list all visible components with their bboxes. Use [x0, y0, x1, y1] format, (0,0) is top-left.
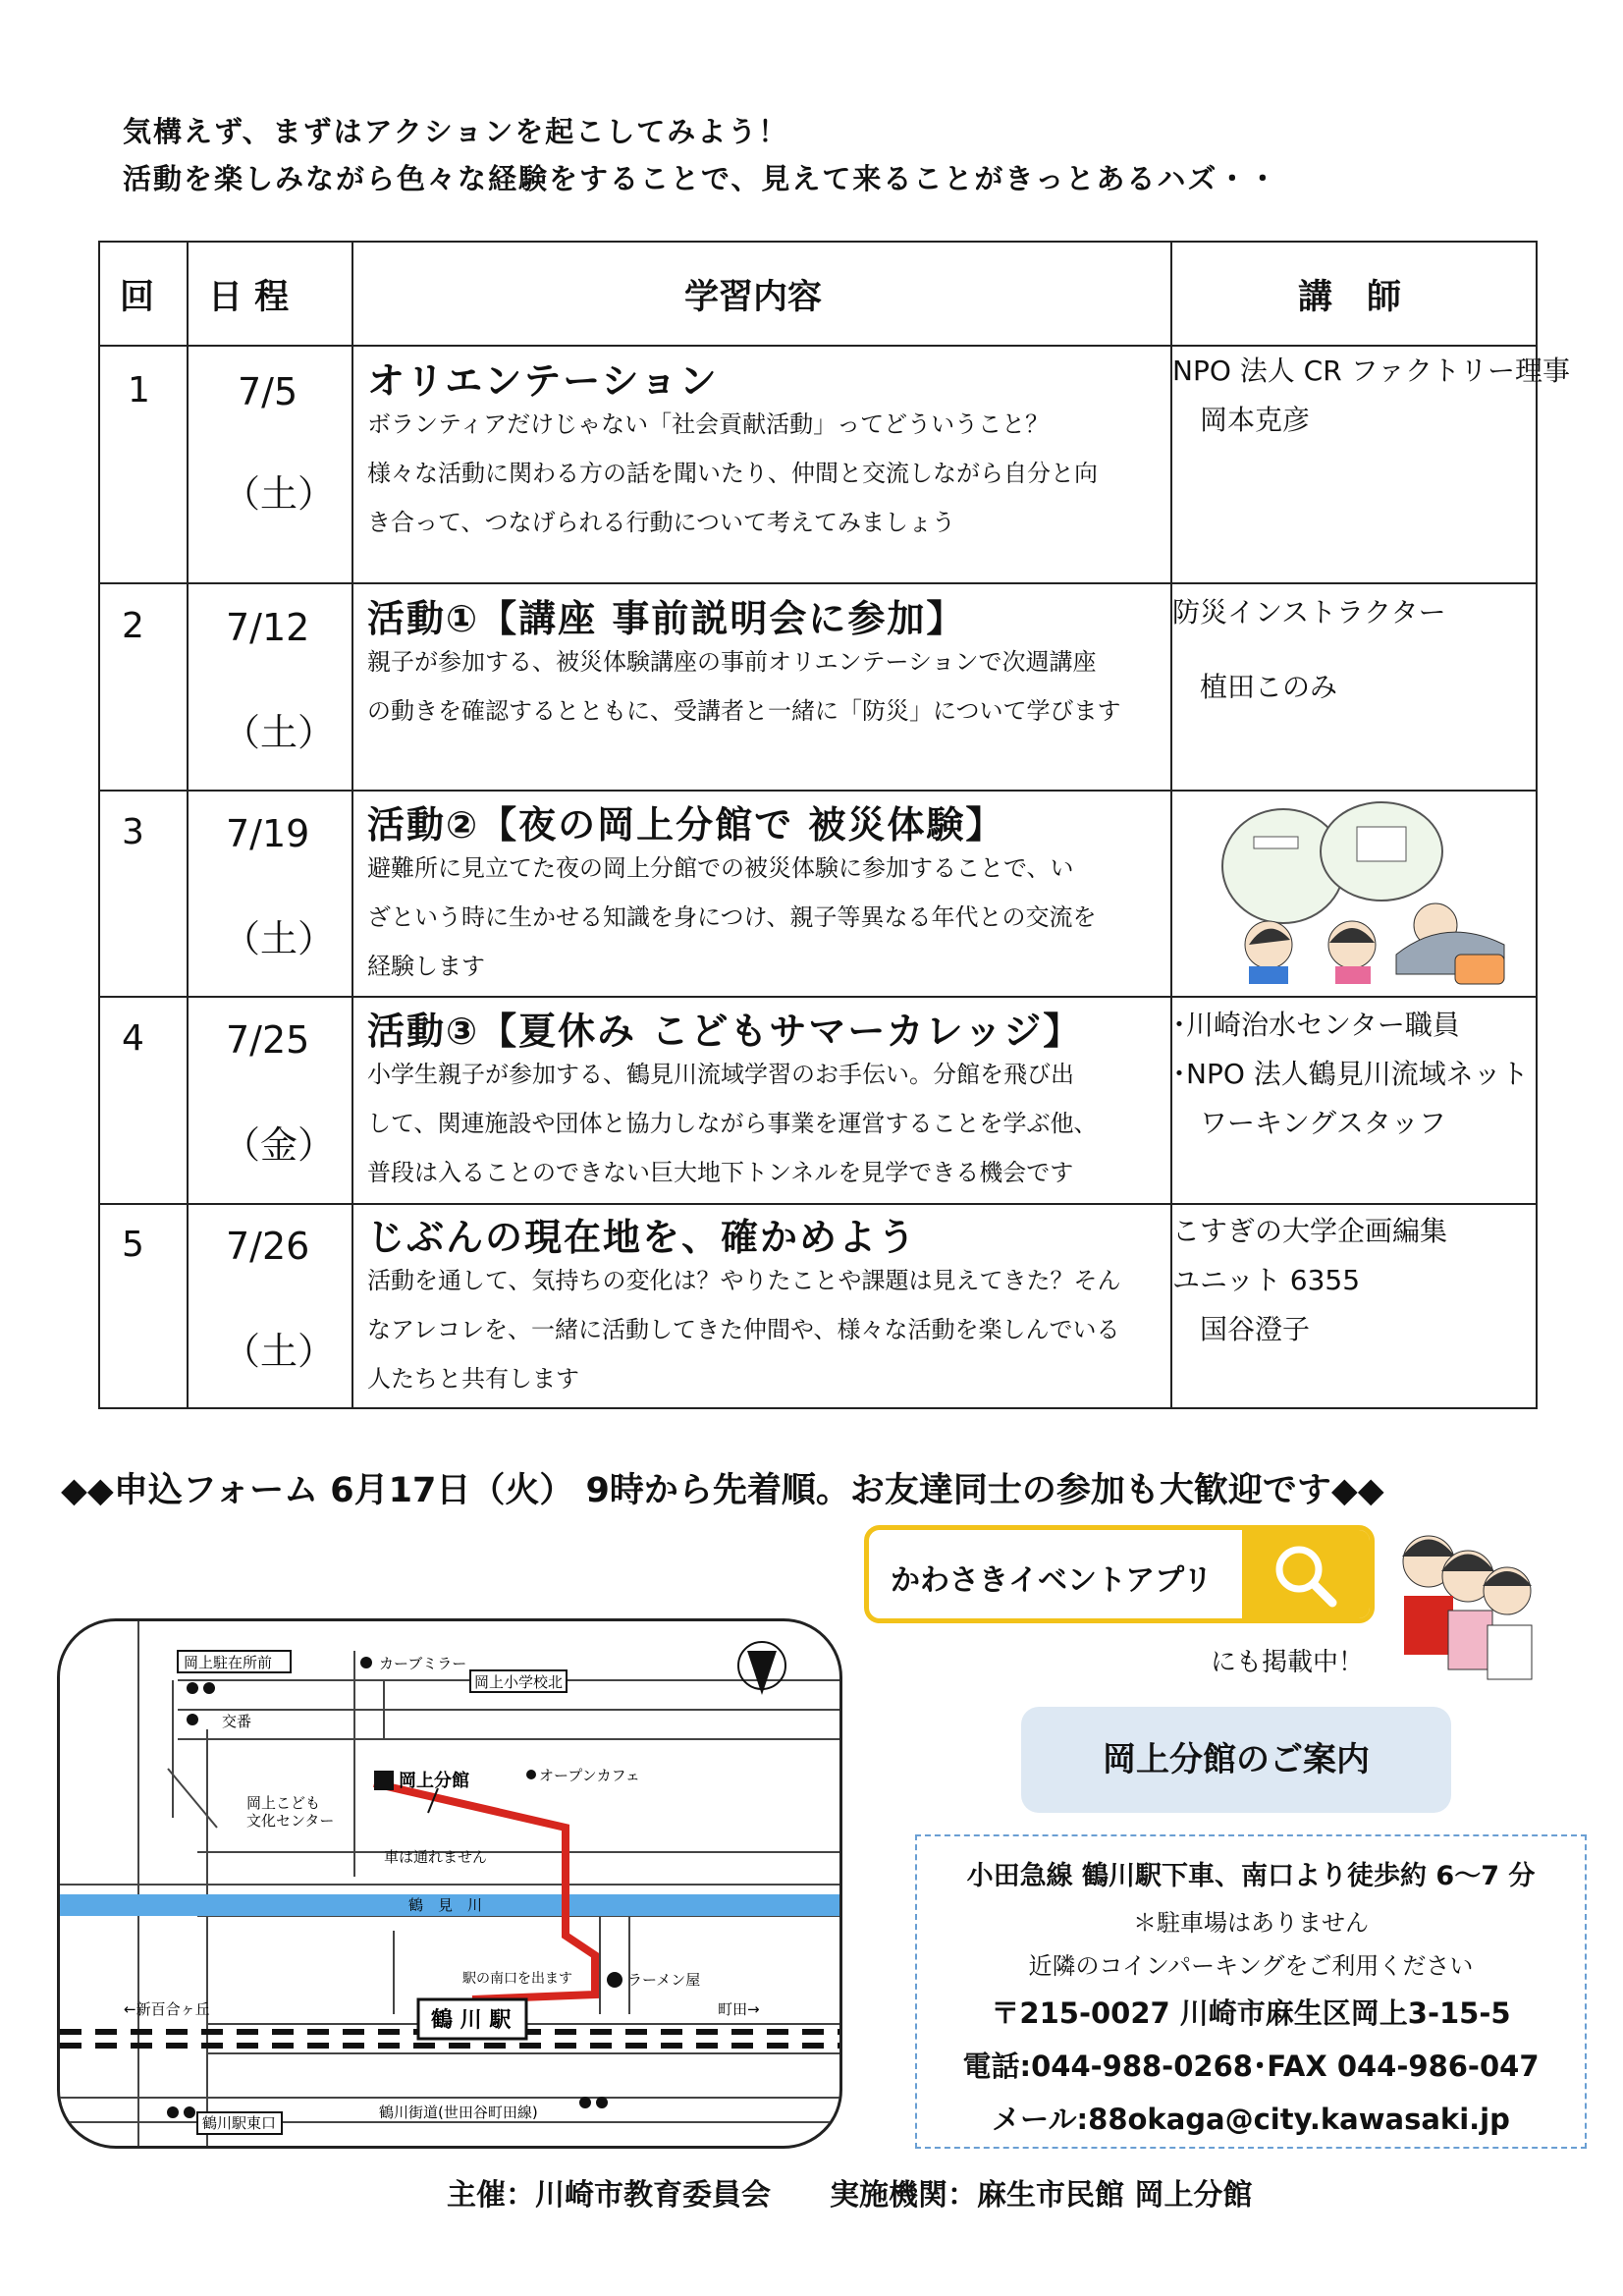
map-label: 鶴川街道(世田谷町田線) — [379, 2104, 538, 2121]
info-phone: 電話:044-988-0268･FAX 044-986-047 — [962, 2050, 1540, 2083]
app-name: かわさきイベントアプリ — [891, 1563, 1213, 1598]
intro-line-1: 気構えず、まずはアクションを起こしてみよう！ — [123, 115, 789, 148]
row-day: （土） — [223, 472, 336, 516]
row-instructor: NPO 法人 CR ファクトリー理事 岡本克彦 — [1172, 355, 1571, 436]
row-date: 7/5 — [238, 370, 298, 413]
row-date: 7/12 — [226, 606, 310, 649]
table-divider — [187, 243, 189, 1407]
row-day: （土） — [223, 1330, 336, 1373]
table-divider — [100, 996, 1536, 998]
table-divider — [100, 790, 1536, 792]
info-box — [915, 1834, 1587, 2149]
row-num: 2 — [122, 606, 144, 646]
row-date: 7/26 — [226, 1225, 310, 1268]
intro-line-2: 活動を楽しみながら色々な経験をすることで、見えて来ることがきっとあるハズ・・ — [123, 162, 1279, 195]
map-label: ←新百合ヶ丘 — [124, 2000, 210, 2018]
map-label: 車は通れません — [384, 1848, 488, 1866]
row-day: （土） — [223, 917, 336, 960]
apply-notice: ◆◆申込フォーム 6月17日（火） 9時から先着順。お友達同士の参加も大歓迎です◆◆ — [61, 1471, 1384, 1510]
access-map — [57, 1618, 842, 2149]
row-num: 3 — [122, 812, 144, 852]
map-label: 駅の南口を出ます — [462, 1971, 572, 1987]
row-num: 1 — [128, 370, 150, 410]
info-coin: 近隣のコインパーキングをご利用ください — [1028, 1952, 1474, 1980]
search-button[interactable] — [1242, 1530, 1370, 1618]
map-label: 岡上こども — [246, 1794, 321, 1812]
search-icon — [1242, 1530, 1370, 1618]
map-label: カーブミラー — [379, 1655, 467, 1672]
map-label: 岡上分館 — [399, 1771, 469, 1791]
row-desc: 小学生親子が参加する、鶴見川流域学習のお手伝い。分館を飛び出 して、関連施設や団体と協力しながら事業を運営することを学ぶ他、 普段は入ることのできない巨大地下トンネルを見学できる機会です — [367, 1061, 1098, 1186]
row-date: 7/19 — [226, 812, 310, 855]
row-day: （金） — [223, 1123, 336, 1167]
evacuation-illustration — [1210, 797, 1514, 986]
app-note: にも掲載中！ — [1211, 1648, 1365, 1677]
row-date: 7/25 — [226, 1018, 310, 1062]
map-label: ラーメン屋 — [627, 1971, 701, 1989]
map-label: 岡上駐在所前 — [184, 1654, 273, 1671]
header-num: 回 — [120, 278, 155, 317]
map-label: 岡上小学校北 — [474, 1673, 564, 1691]
map-label: 文化センター — [246, 1812, 335, 1830]
header-date: 日 程 — [208, 278, 290, 317]
map-label: 鶴 見 川 — [408, 1896, 483, 1914]
row-instructor: 防災インストラクター 植田このみ — [1172, 596, 1446, 703]
table-divider — [100, 1203, 1536, 1205]
table-divider — [100, 582, 1536, 584]
row-desc: 活動を通して、気持ちの変化は？やりたことや課題は見えてきた？そん なアレコレを、一緒に活動してきた仲間や、様々な活動を楽しんでいる 人たちと共有します — [367, 1267, 1121, 1393]
row-num: 5 — [122, 1225, 144, 1265]
map-label: 町田→ — [718, 2000, 760, 2018]
row-title: 活動②【夜の岡上分館で 被災体験】 — [367, 803, 1005, 847]
event-app-searchbox[interactable] — [864, 1525, 1375, 1623]
header-content: 学習内容 — [684, 278, 823, 317]
info-mail: メール:88okaga@city.kawasaki.jp — [992, 2103, 1510, 2136]
row-title: 活動①【講座 事前説明会に参加】 — [367, 597, 966, 640]
info-access: 小田急線 鶴川駅下車、南口より徒歩約 6〜7 分 — [966, 1861, 1536, 1891]
info-address: 〒215-0027 川崎市麻生区岡上3-15-5 — [991, 1996, 1511, 2030]
map-drawing — [60, 1621, 842, 2149]
table-divider — [352, 243, 353, 1407]
row-desc: ボランティアだけじゃない「社会貢献活動」ってどういうこと？ 様々な活動に関わる方の話を聞いたり、仲間と交流しながら自分と向 き合って、つなげられる行動について考えてみましょう — [367, 410, 1098, 536]
schedule-table — [98, 241, 1571, 1409]
info-parking: ＊駐車場はありません — [1133, 1909, 1369, 1937]
footer-organizers: 主催：川崎市教育委員会 実施機関：麻生市民館 岡上分館 — [447, 2178, 1253, 2213]
row-title: じぶんの現在地を、確かめよう — [367, 1216, 918, 1259]
row-title: オリエンテーション — [367, 359, 719, 403]
map-label: 鶴川駅東口 — [202, 2114, 277, 2132]
row-instructor: ･川崎治水センター職員 ･NPO 法人鶴見川流域ネット ワーキングスタッフ — [1172, 1009, 1529, 1139]
row-day: （土） — [223, 711, 336, 754]
row-desc: 避難所に見立てた夜の岡上分館での被災体験に参加することで、い ざという時に生かせる知識を身につけ、親子等異なる年代との交流を 経験します — [367, 854, 1097, 980]
map-label: オープンカフェ — [539, 1767, 640, 1784]
header-instructor: 講 師 — [1298, 278, 1402, 317]
row-num: 4 — [122, 1018, 144, 1059]
map-label: 交番 — [222, 1713, 252, 1730]
info-title: 岡上分館のご案内 — [1021, 1707, 1451, 1813]
row-instructor: こすぎの大学企画編集 ユニット 6355 国谷澄子 — [1172, 1215, 1448, 1345]
kids-illustration — [1384, 1517, 1542, 1684]
row-title: 活動③【夏休み こどもサマーカレッジ】 — [367, 1010, 1083, 1053]
row-desc: 親子が参加する、被災体験講座の事前オリエンテーションで次週講座 の動きを確認するとともに、受講者と一緒に「防災」について学びます — [367, 648, 1121, 725]
map-label: 鶴 川 駅 — [431, 2008, 512, 2033]
